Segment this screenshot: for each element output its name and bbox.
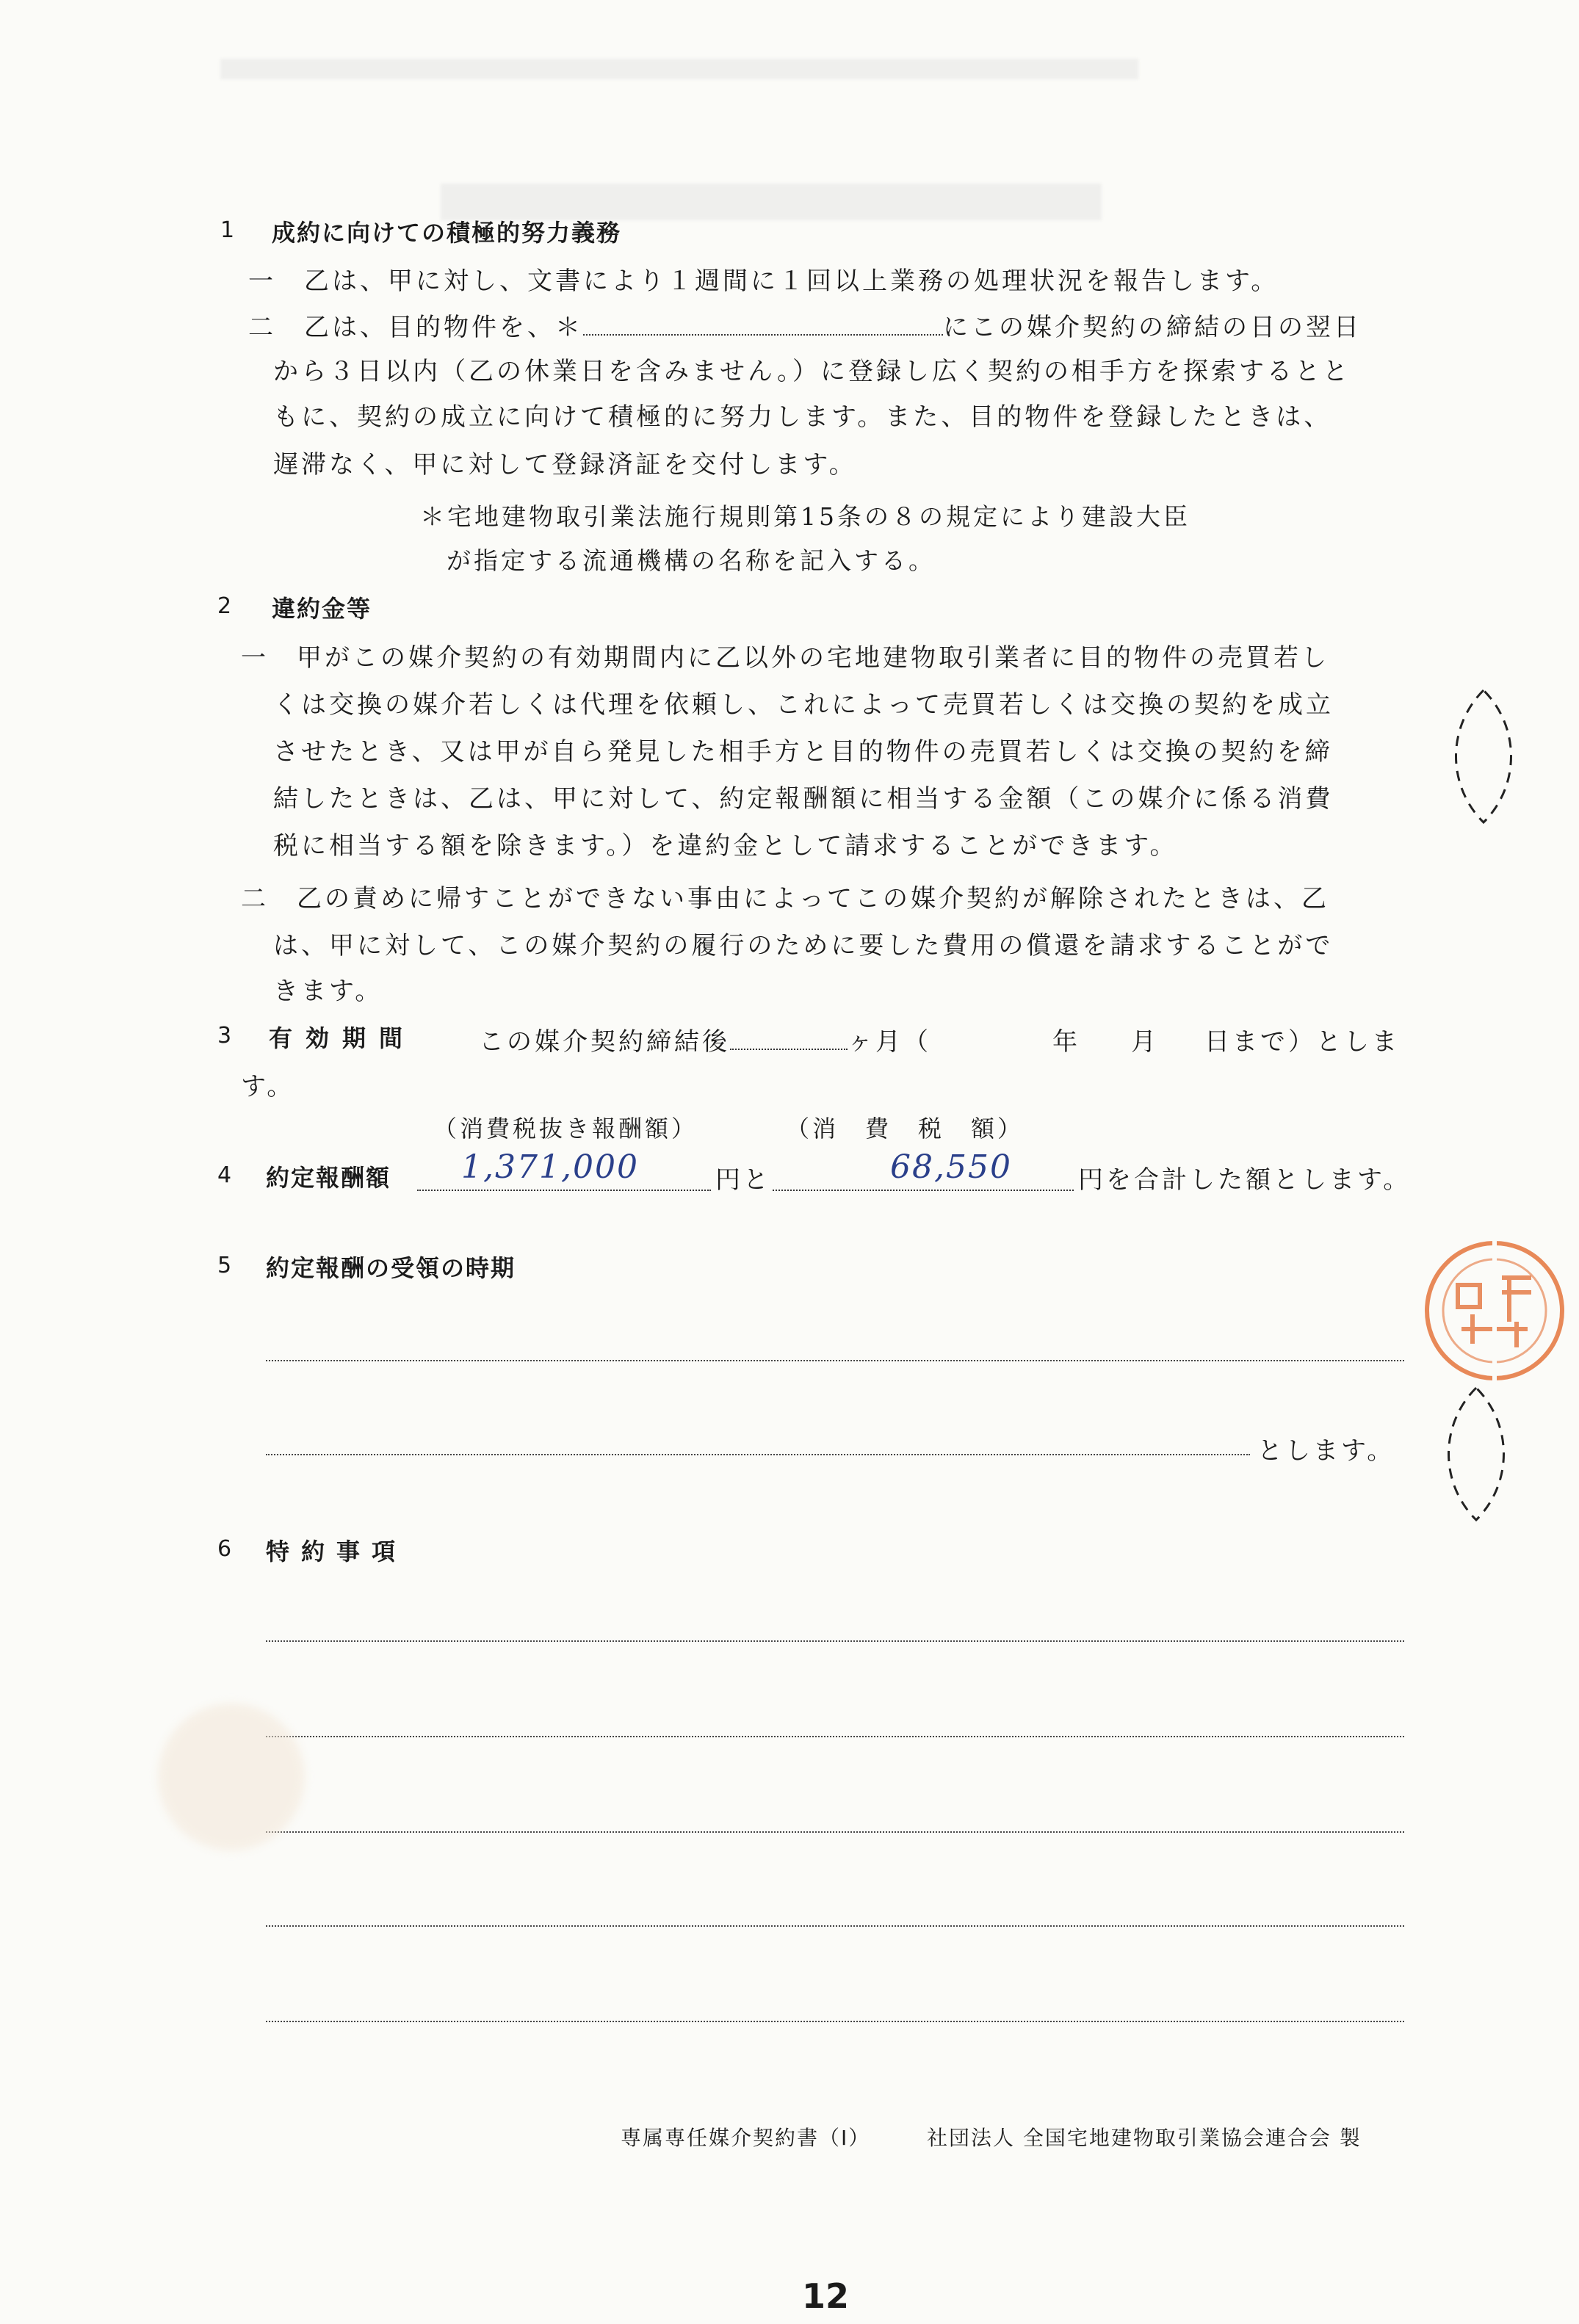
tax-amount-handwritten: 68,550 xyxy=(890,1148,1012,1186)
month-label: 月 xyxy=(1131,1027,1159,1057)
receipt-timing-line-1 xyxy=(266,1360,1404,1361)
section-3-title: 有効期間 xyxy=(269,1024,416,1052)
validity-period-end: す。 xyxy=(241,1072,295,1101)
pre-tax-fee-header: （消費税抜き報酬額） xyxy=(433,1115,698,1143)
section-2-item-1-line-4: 結したときは、乙は、甲に対して、約定報酬額に相当する金額（この媒介に係る消費 xyxy=(273,784,1334,814)
binding-hole-mark-bottom xyxy=(1425,1380,1528,1527)
section-6-number: 6 xyxy=(217,1536,232,1562)
section-2-item-1-line-5: 税に相当する額を除きます。）を違約金として請求することができます。 xyxy=(273,831,1178,861)
year-label: 年 xyxy=(1052,1027,1080,1057)
receipt-timing-line-2 xyxy=(266,1454,1250,1455)
special-terms-line-4 xyxy=(266,1925,1404,1927)
section-1-item-2-line-4: 遅滞なく、甲に対して登録済証を交付します。 xyxy=(273,450,857,479)
section-1-title: 成約に向けての積極的努力義務 xyxy=(272,219,622,247)
section-4-title: 約定報酬額 xyxy=(266,1164,391,1192)
bleed-through-mark xyxy=(220,59,1138,79)
section-2-item-2-line-1: 二 乙の責めに帰すことができない事由によってこの媒介契約が解除されたときは、乙 xyxy=(241,884,1329,913)
receipt-timing-end: とします。 xyxy=(1257,1436,1395,1466)
yen-and-label: 円と xyxy=(715,1165,771,1195)
section-2-item-2-line-2: は、甲に対して、この媒介契約の履行のために要した費用の償還を請求することがで xyxy=(273,931,1334,960)
section-6-title: 特約事項 xyxy=(266,1538,408,1565)
special-terms-line-5 xyxy=(266,2021,1404,2022)
footer-organization: 社団法人 全国宅地建物取引業協会連合会 製 xyxy=(927,2126,1362,2150)
footer-document-title: 専属専任媒介契約書（Ⅰ） xyxy=(621,2126,871,2150)
section-1-item-1: 一 乙は、甲に対し、文書により１週間に１回以上業務の処理状況を報告します。 xyxy=(248,267,1279,296)
section-2-item-1-line-1: 一 甲がこの媒介契約の有効期間内に乙以外の宅地建物取引業者に目的物件の売買若し xyxy=(241,643,1329,673)
section-1-item-2-line-3: もに、契約の成立に向けて積極的に努力します。また、目的物件を登録したときは、 xyxy=(273,402,1332,432)
section-4-number: 4 xyxy=(217,1162,232,1188)
seal-stamp xyxy=(1392,1234,1579,1388)
months-blank xyxy=(730,1049,848,1050)
section-5-title: 約定報酬の受領の時期 xyxy=(266,1254,516,1282)
fee-amount-field xyxy=(417,1148,711,1191)
footnote-line-2: が指定する流通機構の名称を記入する。 xyxy=(447,546,936,575)
until-date-text: 日まで）としま xyxy=(1204,1027,1400,1057)
section-1-item-2-line-2: から３日以内（乙の休業日を含みません。）に登録し広く契約の相手方を探索するとと xyxy=(273,357,1351,386)
validity-period-sentence: この媒介契約締結後 ヶ月（ xyxy=(479,1027,931,1057)
section-1-number: 1 xyxy=(220,217,235,243)
special-terms-line-2 xyxy=(266,1736,1404,1737)
section-5-number: 5 xyxy=(217,1253,232,1278)
faint-stamp-ghost xyxy=(158,1704,305,1850)
fee-total-text: 円を合計した額とします。 xyxy=(1078,1165,1412,1195)
section-1-item-2-line-1: 二 乙は、目的物件を、＊ にこの媒介契約の締結の日の翌日 xyxy=(248,313,1362,342)
special-terms-line-1 xyxy=(266,1640,1404,1642)
footnote-line-1: ＊宅地建物取引業法施行規則第15条の８の規定により建設大臣 xyxy=(420,502,1190,531)
registry-name-blank xyxy=(583,334,943,336)
section-2-item-1-line-3: させたとき、又は甲が自ら発見した相手方と目的物件の売買若しくは交換の契約を締 xyxy=(273,737,1333,767)
fee-amount-handwritten: 1,371,000 xyxy=(461,1148,639,1186)
section-2-item-1-line-2: くは交換の媒介若しくは代理を依頼し、これによって売買若しくは交換の契約を成立 xyxy=(273,690,1334,720)
section-3-number: 3 xyxy=(217,1023,232,1049)
consumption-tax-header: （消 費 税 額） xyxy=(786,1115,1025,1143)
section-2-number: 2 xyxy=(217,593,232,619)
binding-hole-mark-top xyxy=(1432,683,1535,830)
special-terms-line-3 xyxy=(266,1831,1404,1833)
page-number: 12 xyxy=(802,2276,850,2316)
tax-amount-field xyxy=(773,1148,1074,1191)
section-2-title: 違約金等 xyxy=(272,595,372,623)
section-2-item-2-line-3: きます。 xyxy=(273,977,383,1006)
